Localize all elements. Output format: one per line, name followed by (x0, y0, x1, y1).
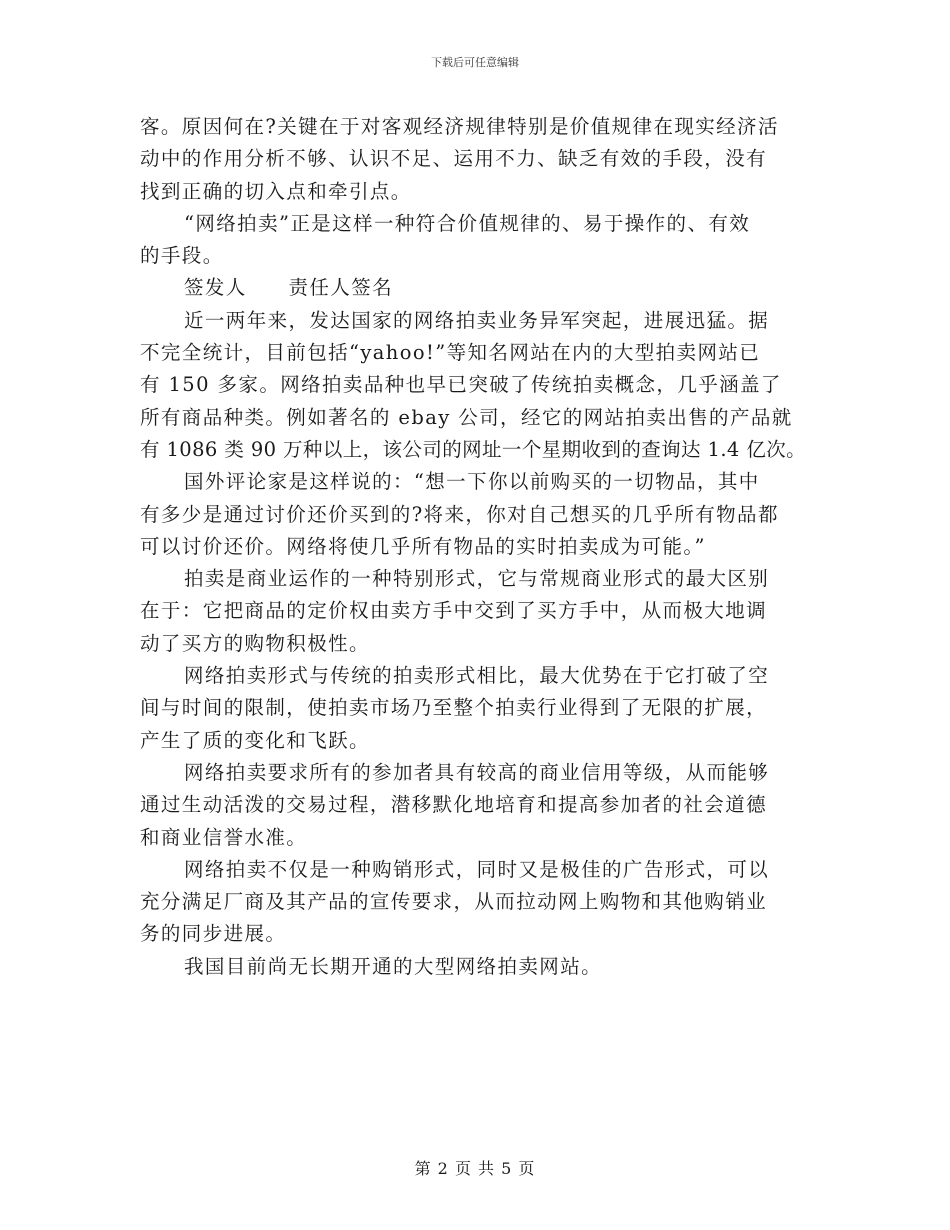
text-line: 的手段。 (140, 244, 224, 268)
text-line: 近一两年来，发达国家的网络拍卖业务异军突起，进展迅猛。据 (184, 308, 770, 332)
text-line: 和商业信誉水准。 (140, 825, 308, 849)
text-line: 可以讨价还价。网络将使几乎所有物品的实时拍卖成为可能。” (140, 534, 706, 558)
text-line: 动中的作用分析不够、认识不足、运用不力、缺乏有效的手段，没有 (140, 147, 768, 171)
text-line: 拍卖是商业运作的一种特别形式，它与常规商业形式的最大区别 (184, 567, 770, 591)
text-line: 客。原因何在?关键在于对客观经济规律特别是价值规律在现实经济活 (140, 115, 779, 138)
signature-line: 签发人 责任人签名 (184, 276, 394, 300)
text-line: 网络拍卖不仅是一种购销形式，同时又是极佳的广告形式，可以 (184, 857, 770, 881)
text-line: 不完全统计，目前包括“yahoo!”等知名网站在内的大型拍卖网站已 (140, 341, 761, 365)
text-line: 找到正确的切入点和牵引点。 (140, 179, 412, 203)
text-line: 在于：它把商品的定价权由卖方手中交到了买方手中，从而极大地调 (140, 599, 768, 623)
page-header-note: 下载后可任意编辑 (431, 56, 519, 69)
text-line: 有多少是通过讨价还价买到的?将来，你对自己想买的几乎所有物品都 (140, 502, 779, 526)
text-line: 所有商品种类。例如著名的 ebay 公司，经它的网站拍卖出售的产品就 (140, 405, 793, 429)
text-line: 国外评论家是这样说的：“想一下你以前购买的一切物品，其中 (184, 470, 760, 494)
text-line: 网络拍卖形式与传统的拍卖形式相比，最大优势在于它打破了空 (184, 664, 770, 688)
text-line: 动了买方的购物积极性。 (140, 631, 370, 655)
text-line: 通过生动活泼的交易过程，潜移默化地培育和提高参加者的社会道德 (140, 793, 768, 817)
text-line: 网络拍卖要求所有的参加者具有较高的商业信用等级，从而能够 (184, 760, 770, 784)
text-line: “网络拍卖”正是这样一种符合价值规律的、易于操作的、有效 (184, 211, 751, 235)
page-number-label: 第 2 页 共 5 页 (414, 1159, 536, 1178)
text-line: 间与时间的限制，使拍卖市场乃至整个拍卖行业得到了无限的扩展， (140, 696, 768, 720)
text-line: 我国目前尚无长期开通的大型网络拍卖网站。 (184, 954, 603, 978)
text-line: 有 1086 类 90 万种以上，该公司的网址一个星期收到的查询达 1.4 亿次。 (140, 437, 807, 461)
text-line: 充分满足厂商及其产品的宣传要求，从而拉动网上购物和其他购销业 (140, 890, 768, 914)
page-number-footer (0, 1156, 950, 1179)
text-line: 有 150 多家。网络拍卖品种也早已突破了传统拍卖概念，几乎涵盖了 (140, 373, 782, 397)
text-line: 务的同步进展。 (140, 922, 287, 946)
text-line: 产生了质的变化和飞跃。 (140, 728, 370, 752)
document-body (140, 111, 830, 983)
